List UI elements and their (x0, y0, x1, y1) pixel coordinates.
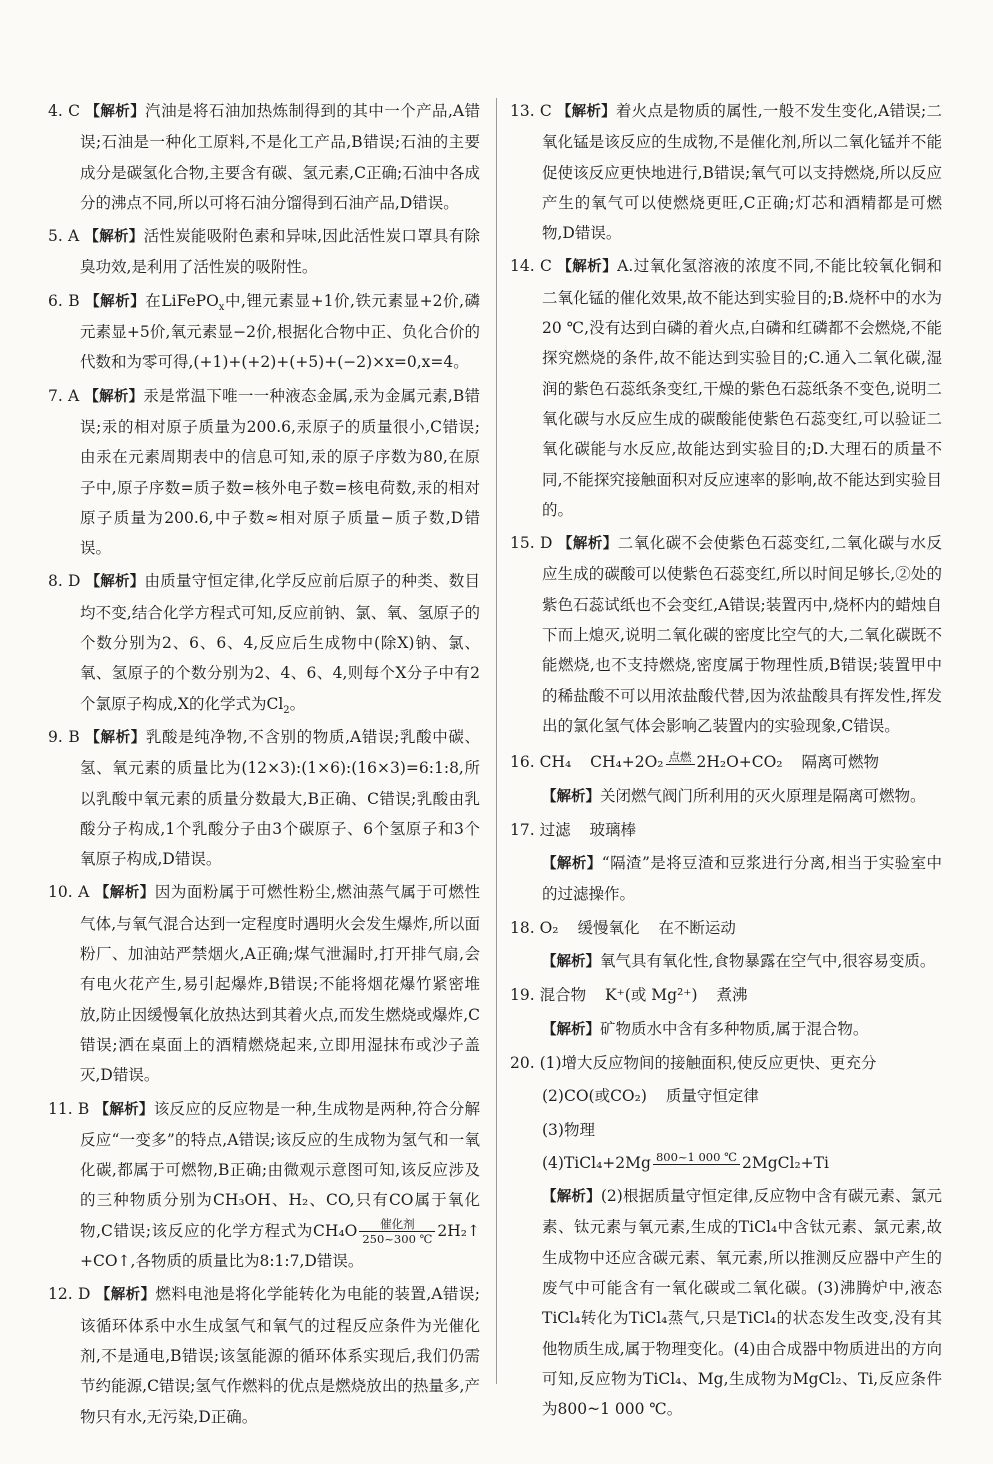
answer-item-8 (48, 566, 480, 718)
condition-temperature: 800~1 000 ℃ (653, 1150, 740, 1165)
analysis-text: 二氧化碳不会使紫色石蕊变红,二氧化碳与水反应生成的碳酸可以使紫色石蕊变红,所以时间足够长,②处的紫色石蕊试纸也不会变红,A错误;装置丙中,烧杯内的蜡烛自下而上熄灭,说明二氧化碳的密度比空气的大,二氧化碳既不能燃烧,也不支持燃烧,密度属于物理性质,B错误;装置甲中的稀盐酸不可以用浓盐酸代替,因为浓盐酸具有挥发性,挥发出的氯化氢气体会影响乙装置内的实验现象,C错误。 (542, 534, 943, 735)
answer-item-13 (510, 96, 942, 248)
condition-catalyst: 催化剂 (359, 1217, 435, 1232)
item-number: 11. B (48, 1099, 90, 1118)
item-number: 14. C (510, 257, 552, 276)
answer-item-18 (510, 913, 942, 943)
analysis-label: 【解析】 (556, 104, 616, 120)
analysis-label: 【解析】 (84, 388, 144, 405)
analysis-17 (510, 848, 942, 910)
item-number: 5. A (48, 227, 80, 246)
answer-3: 煮沸 (716, 986, 748, 1005)
analysis-18 (510, 946, 942, 977)
answer-part-2b: 质量守恒定律 (665, 1087, 759, 1106)
left-column (48, 96, 480, 1435)
analysis-text: 氧气具有氧化性,食物暴露在空气中,很容易变质。 (600, 952, 936, 971)
analysis-16 (510, 781, 942, 812)
answer-2: 玻璃棒 (589, 820, 637, 839)
analysis-text: 活性炭能吸附色素和异味,因此活性炭口罩具有除臭功效,是利用了活性炭的吸附性。 (80, 227, 480, 277)
analysis-text: 2H₂↑ +CO↑,各物质的质量比为8:1:7,D错误。 (80, 1221, 480, 1271)
answer-item-17 (510, 815, 942, 845)
answer-3: 在不断运动 (658, 918, 736, 937)
answer-20-part-3 (510, 1115, 942, 1145)
analysis-text: (2)根据质量守恒定律,反应物中含有碳元素、氯元素、钛元素与氧元素,生成的TiCl₄中含钛元素、氯元素,故生成物中还应含碳元素、氧元素,所以推测反应器中产生的废气中可能含有一氧化碳或二氧化碳。(3)沸腾炉中,液态TiCl₄转化为TiCl₄蒸气,只是TiCl₄的状态发生改变,没有其他物质生成,属于物理变化。(4)由合成器中物质进出的方向可知,反应物为TiCl₄、Mg,生成物为MgCl₂、Ti,反应条件为800~1 000 ℃。 (542, 1187, 943, 1419)
analysis-text: 由质量守恒定律,化学反应前后原子的种类、数目均不变,结合化学方程式可知,反应前钠、氯、氧、氢原子的个数分别为2、6、6、4,反应后生成物中(除X)钠、氯、氧、氢原子的个数分别为2、4、6、4,则每个X分子中有2个氯原子构成,X的化学式为Cl (80, 572, 480, 713)
analysis-label: 【解析】 (85, 574, 145, 591)
analysis-label: 【解析】 (94, 1101, 154, 1118)
reaction-condition (359, 1217, 435, 1246)
analysis-label: 【解析】 (95, 1287, 156, 1304)
answer-item-10 (48, 877, 480, 1090)
analysis-text: 矿物质水中含有多种物质,属于混合物。 (600, 1019, 869, 1038)
analysis-label: 【解析】 (85, 293, 146, 310)
item-number: 6. B (48, 291, 80, 310)
answer-20-part-2 (510, 1081, 942, 1111)
answer-20-part-4 (510, 1148, 942, 1178)
analysis-label: 【解析】 (557, 259, 618, 276)
subscript: x (218, 301, 225, 313)
item-number: 16. (510, 753, 535, 772)
answer-1: CH₄ (539, 753, 572, 772)
answer-item-19 (510, 980, 942, 1010)
column-divider (496, 98, 497, 1384)
analysis-text: 在LiFePO (145, 291, 219, 310)
answer-item-7 (48, 381, 480, 564)
subscript: 2 (283, 704, 290, 716)
right-column (510, 96, 942, 1427)
item-number: 20. (510, 1053, 535, 1072)
analysis-19 (510, 1014, 942, 1045)
answer-item-15 (510, 528, 942, 741)
analysis-label: 【解析】 (94, 885, 155, 902)
analysis-label: 【解析】 (542, 1189, 601, 1206)
analysis-text: 乳酸是纯净物,不含别的物质,A错误;乳酸中碳、氢、氧元素的质量比为(12×3):(1×6):(16×3)=6:1:8,所以乳酸中氧元素的质量分数最大,B正确、C错误;乳酸由乳酸分子构成,1个乳酸分子由3个碳原子、6个氢原子和3个氧原子构成,D错误。 (80, 727, 481, 869)
answer-1: 过滤 (539, 820, 571, 839)
answer-3: 隔离可燃物 (801, 753, 880, 772)
analysis-text: A.过氧化氢溶液的浓度不同,不能比较氧化铜和二氧化锰的催化效果,故不能达到实验目的;B.烧杯中的水为20 ℃,没有达到白磷的着火点,白磷和红磷都不会燃烧,不能探究燃烧的条件,故不能达到实验目的;C.通入二氧化碳,湿润的紫色石蕊纸条变红,干燥的紫色石蕊纸条不变色,说明二氧化碳与水反应生成的碳酸能使紫色石蕊变红,可以验证二氧化碳能与水反应,故能达到实验目的;D.大理石的质量不同,不能探究接触面积对反应速率的影响,故不能达到实验目的。 (542, 257, 942, 519)
analysis-text: “隔渣”是将豆渣和豆浆进行分离,相当于实验室中的过滤操作。 (542, 854, 943, 904)
reaction-condition (666, 750, 695, 777)
item-number: 13. C (510, 102, 552, 120)
answer-item-14 (510, 251, 942, 525)
analysis-label: 【解析】 (542, 1021, 600, 1038)
answer-item-20 (510, 1048, 942, 1078)
item-number: 17. (510, 820, 535, 839)
analysis-text: 。 (289, 694, 306, 713)
answer-item-11 (48, 1094, 480, 1277)
answer-item-12 (48, 1279, 480, 1431)
analysis-text: 汞是常温下唯一一种液态金属,汞为金属元素,B错误;汞的相对原子质量为200.6,汞原子的质量很小,C错误;由汞在元素周期表中的信息可知,汞的原子序数为80,在原子中,原子序数=质子数=核外电子数=核电荷数,汞的相对原子质量为200.6,中子数≈相对原子质量−质子数,D错误。 (80, 386, 480, 558)
item-number: 15. D (510, 534, 553, 553)
answer-part-3: (3)物理 (542, 1120, 595, 1139)
answer-item-9 (48, 722, 480, 874)
item-number: 12. D (48, 1285, 91, 1304)
item-number: 9. B (48, 727, 80, 746)
answer-1: O₂ (539, 918, 559, 937)
item-number: 10. A (48, 883, 90, 902)
answer-1: 混合物 (539, 986, 587, 1005)
analysis-label: 【解析】 (84, 229, 144, 246)
answer-item-6 (48, 286, 480, 378)
answer-2: 缓慢氧化 (577, 918, 640, 937)
answer-part-1: (1)增大反应物间的接触面积,使反应更快、更充分 (539, 1053, 877, 1072)
reaction-condition (653, 1150, 740, 1177)
analysis-label: 【解析】 (542, 856, 602, 873)
condition-temperature: 250~300 ℃ (362, 1232, 433, 1247)
item-number: 19. (510, 986, 535, 1005)
item-number: 8. D (48, 572, 81, 591)
item-number: 7. A (48, 386, 80, 405)
equation-left: (4)TiCl₄+2Mg (542, 1153, 651, 1172)
analysis-text: 关闭燃气阀门所利用的灭火原理是隔离可燃物。 (600, 786, 926, 805)
analysis-text: 因为面粉属于可燃性粉尘,燃油蒸气属于可燃性气体,与氧气混合达到一定程度时遇明火会发生爆炸,所以面粉厂、加油站严禁烟火,A正确;煤气泄漏时,打开排气扇,会有电火花产生,易引起爆炸,B错误;不能将烟花爆竹紧密堆放,防止因缓慢氧化放热达到其着火点,而发生燃烧或爆炸,C错误;洒在桌面上的酒精燃烧起来,立即用湿抹布或沙子盖灭,D错误。 (80, 883, 481, 1085)
analysis-text: 中,锂元素显+1价,铁元素显+2价,磷元素显+5价,氧元素显−2价,根据化合物中正、负化合价的代数和为零可得,(+1)+(+2)+(+5)+(−2)×x=0,x=4。 (80, 291, 481, 372)
equation-right: 2H₂O+CO₂ (696, 753, 783, 772)
answer-2: K⁺(或 Mg²⁺) (605, 986, 698, 1005)
analysis-text: 汽油是将石油加热炼制得到的其中一个产品,A错误;石油是一种化工原料,不是化工产品,B错误;石油的主要成分是碳氢化合物,主要含有碳、氢元素,C正确;石油中各成分的沸点不同,所以可将石油分馏得到石油产品,D错误。 (80, 102, 481, 212)
equation-right: 2MgCl₂+Ti (741, 1153, 829, 1172)
condition-ignite: 点燃 (666, 750, 695, 765)
answer-item-5 (48, 221, 480, 283)
analysis-label: 【解析】 (85, 729, 146, 746)
analysis-text: 燃料电池是将化学能转化为电能的装置,A错误;该循环体系中水生成氢气和氧气的过程反应条件为光催化剂,不是通电,B错误;该氢能源的循环体系实现后,我们仍需节约能源,C错误;氢气作燃料的优点是燃烧放出的热量多,产物只有水,无污染,D正确。 (80, 1285, 480, 1426)
analysis-label: 【解析】 (557, 536, 618, 553)
analysis-label: 【解析】 (85, 104, 146, 120)
item-number: 18. (510, 918, 535, 937)
item-number: 4. C (48, 102, 81, 120)
equation-left: CH₄+2O₂ (590, 753, 664, 772)
answer-item-16 (510, 747, 942, 777)
analysis-label: 【解析】 (542, 954, 600, 971)
answer-part-2: (2)CO(或CO₂) (542, 1087, 647, 1106)
analysis-text: 该反应的反应物是一种,生成物是两种,符合分解反应“一变多”的特点,A错误;该反应的生成物为氢气和一氧化碳,都属于可燃物,B正确;由微观示意图可知,该反应涉及的三种物质分别为CH₃OH、H₂、CO,只有CO属于氧化物,C错误;该反应的化学方程式为CH₄O (80, 1099, 481, 1240)
answer-item-4 (48, 96, 480, 218)
analysis-20 (510, 1181, 942, 1424)
analysis-label: 【解析】 (542, 788, 600, 805)
analysis-text: 着火点是物质的属性,一般不发生变化,A错误;二氧化锰是该反应的生成物,不是催化剂,所以二氧化锰并不能促使该反应更快地进行,B错误;氧气可以支持燃烧,所以反应产生的氧气可以使燃烧更旺,C正确;灯芯和酒精都是可燃物,D错误。 (542, 102, 943, 243)
